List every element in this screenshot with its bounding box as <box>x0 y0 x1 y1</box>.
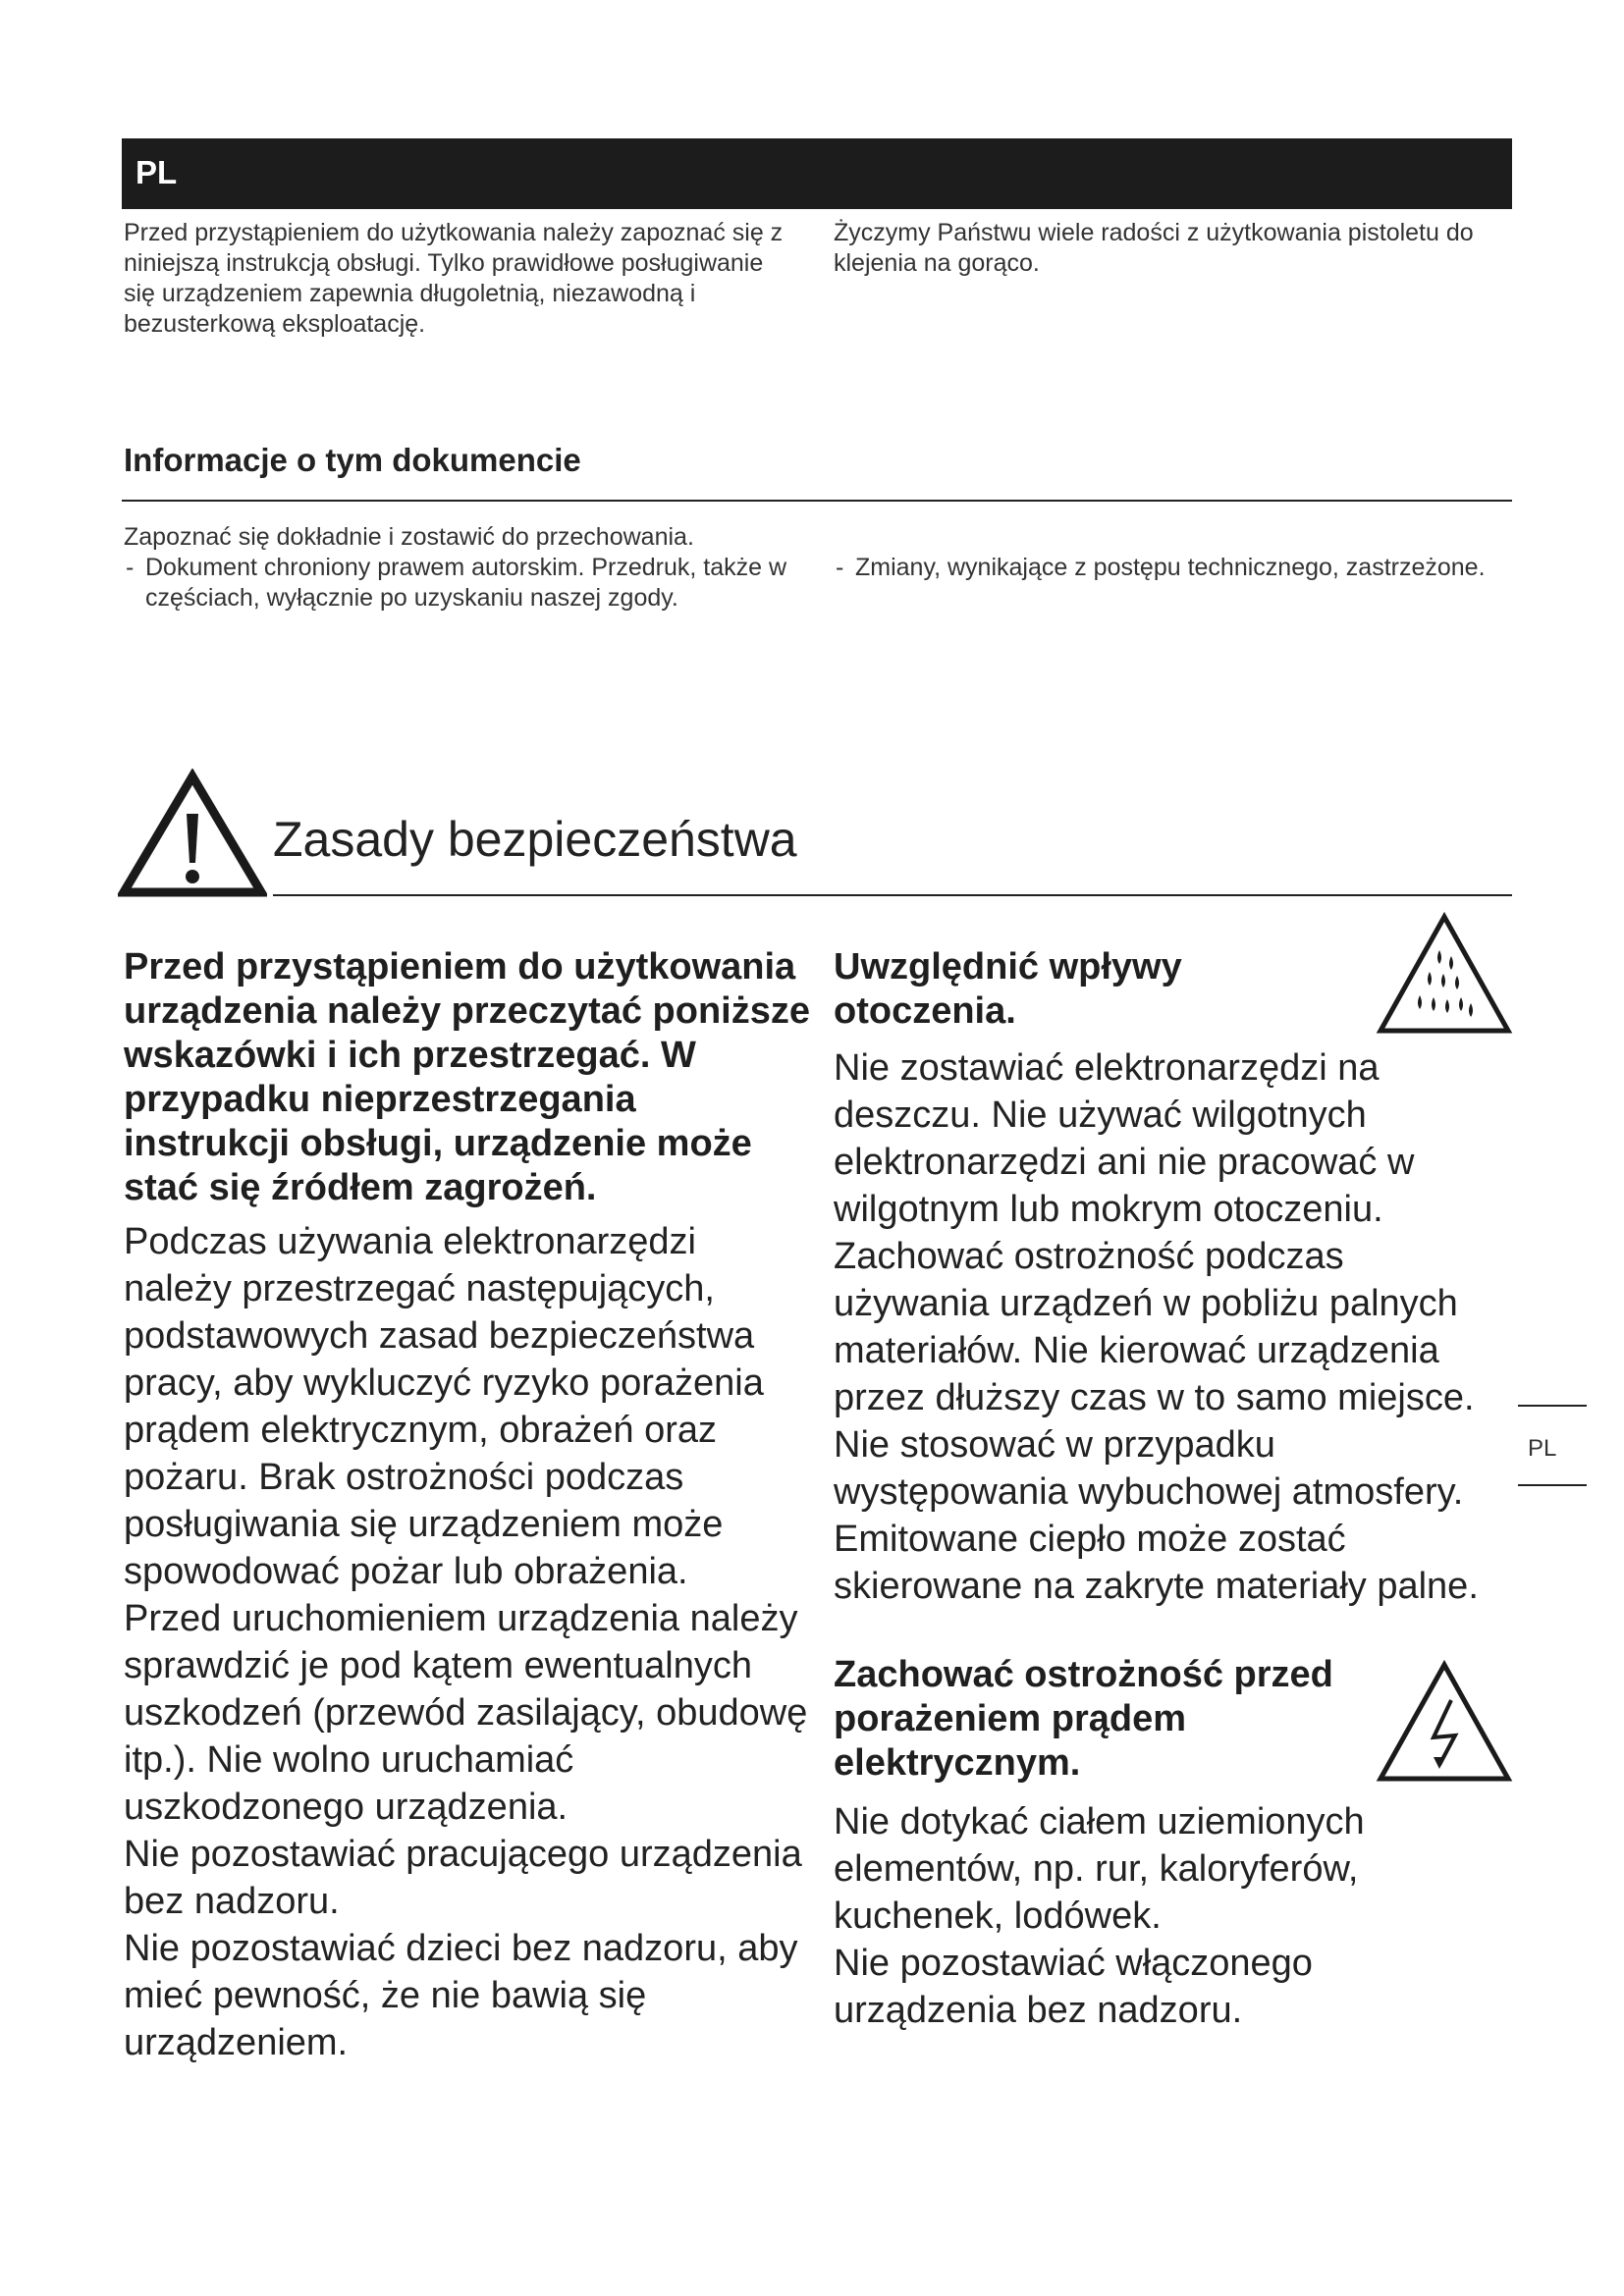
doc-info-heading: Informacje o tym dokumencie <box>124 442 581 478</box>
language-code: PL <box>135 154 178 190</box>
warning-icon <box>118 769 267 898</box>
doc-info-item: - Zmiany, wynikające z postępu technicznego, zastrzeżone. <box>834 553 1511 583</box>
electric-shock-paragraph: Nie dotykać ciałem uziemionych elementów, np. rur, kaloryferów, kuchenek, lodówek. <box>834 1801 1365 1937</box>
safety-left-column <box>124 945 811 2066</box>
doc-info-item: - Dokument chroniony prawem autorskim. Przedruk, także w częściach, wyłącznie po uzyskaniu naszej zgody. <box>124 553 801 614</box>
safety-title-rule <box>273 894 1512 896</box>
safety-title: Zasady bezpieczeństwa <box>273 812 797 867</box>
intro-left-text: Przed przystąpieniem do użytkowania należy zapoznać się z niniejszą instrukcją obsługi. Tylko prawidłowe posługiwanie się urządzeniem zapewnia długoletnią, niezawodną i bezusterkową eksploatację. <box>124 219 784 338</box>
environment-heading: Uwzględnić wpływy otoczenia. <box>834 946 1182 1032</box>
side-tab-label: PL <box>1528 1435 1557 1462</box>
electric-shock-paragraph: Nie pozostawiać włączonego urządzenia bez nadzoru. <box>834 1943 1313 2031</box>
safety-paragraph: Nie pozostawiać dzieci bez nadzoru, aby mieć pewność, że nie bawią się urządzeniem. <box>124 1928 798 2063</box>
electric-shock-icon <box>1375 1659 1514 1785</box>
rain-warning-icon <box>1375 911 1514 1037</box>
environment-text: Nie zostawiać elektronarzędzi na deszczu. Nie używać wilgotnych elektronarzędzi ani nie pracować w wilgotnym lub mokrym otoczeniu. Zachować ostrożność podczas używania urządzeń w pobliżu palnych materiałów. Nie kierować urządzenia przez dłuższy czas w to samo miejsce. Nie stosować w przypadku występowania wybuchowej atmosfery. Emitowane ciepło może zostać skierowane na zakryte materiały palne. <box>834 1047 1479 1607</box>
safety-lead: Przed przystąpieniem do użytkowania urządzenia należy przeczytać poniższe wskazówki i ich przestrzegać. W przypadku nieprzestrzegania instrukcji obsługi, urządzenie może stać się źródłem zagrożeń. <box>124 946 811 1208</box>
intro-right-text: Życzymy Państwu wiele radości z użytkowania pistoletu do klejenia na gorąco. <box>834 219 1474 277</box>
doc-info-list-left <box>124 553 801 614</box>
safety-paragraph: Podczas używania elektronarzędzi należy przestrzegać następujących, podstawowych zasad bezpieczeństwa pracy, aby wykluczyć ryzyko porażenia prądem elektrycznym, obrażeń oraz pożaru. Brak ostrożności podczas posługiwania się urządzeniem może spowodować pożar lub obrażenia. <box>124 1221 764 1592</box>
language-header-bar <box>122 138 1512 209</box>
safety-paragraph: Nie pozostawiać pracującego urządzenia bez nadzoru. <box>124 1834 802 1922</box>
side-tab-rule-bottom <box>1518 1484 1587 1486</box>
doc-info-list-right <box>834 553 1511 583</box>
electric-shock-heading: Zachować ostrożność przed porażeniem prądem elektrycznym. <box>834 1654 1333 1784</box>
doc-info-rule <box>122 500 1512 502</box>
electric-shock-text <box>834 1798 1482 2034</box>
side-tab-rule-top <box>1518 1405 1587 1407</box>
safety-paragraph: Przed uruchomieniem urządzenia należy sprawdzić je pod kątem ewentualnych uszkodzeń (przewód zasilający, obudowę itp.). Nie wolno uruchamiać uszkodzonego urządzenia. <box>124 1598 808 1828</box>
doc-info-line: Zapoznać się dokładnie i zostawić do przechowania. <box>124 523 694 551</box>
